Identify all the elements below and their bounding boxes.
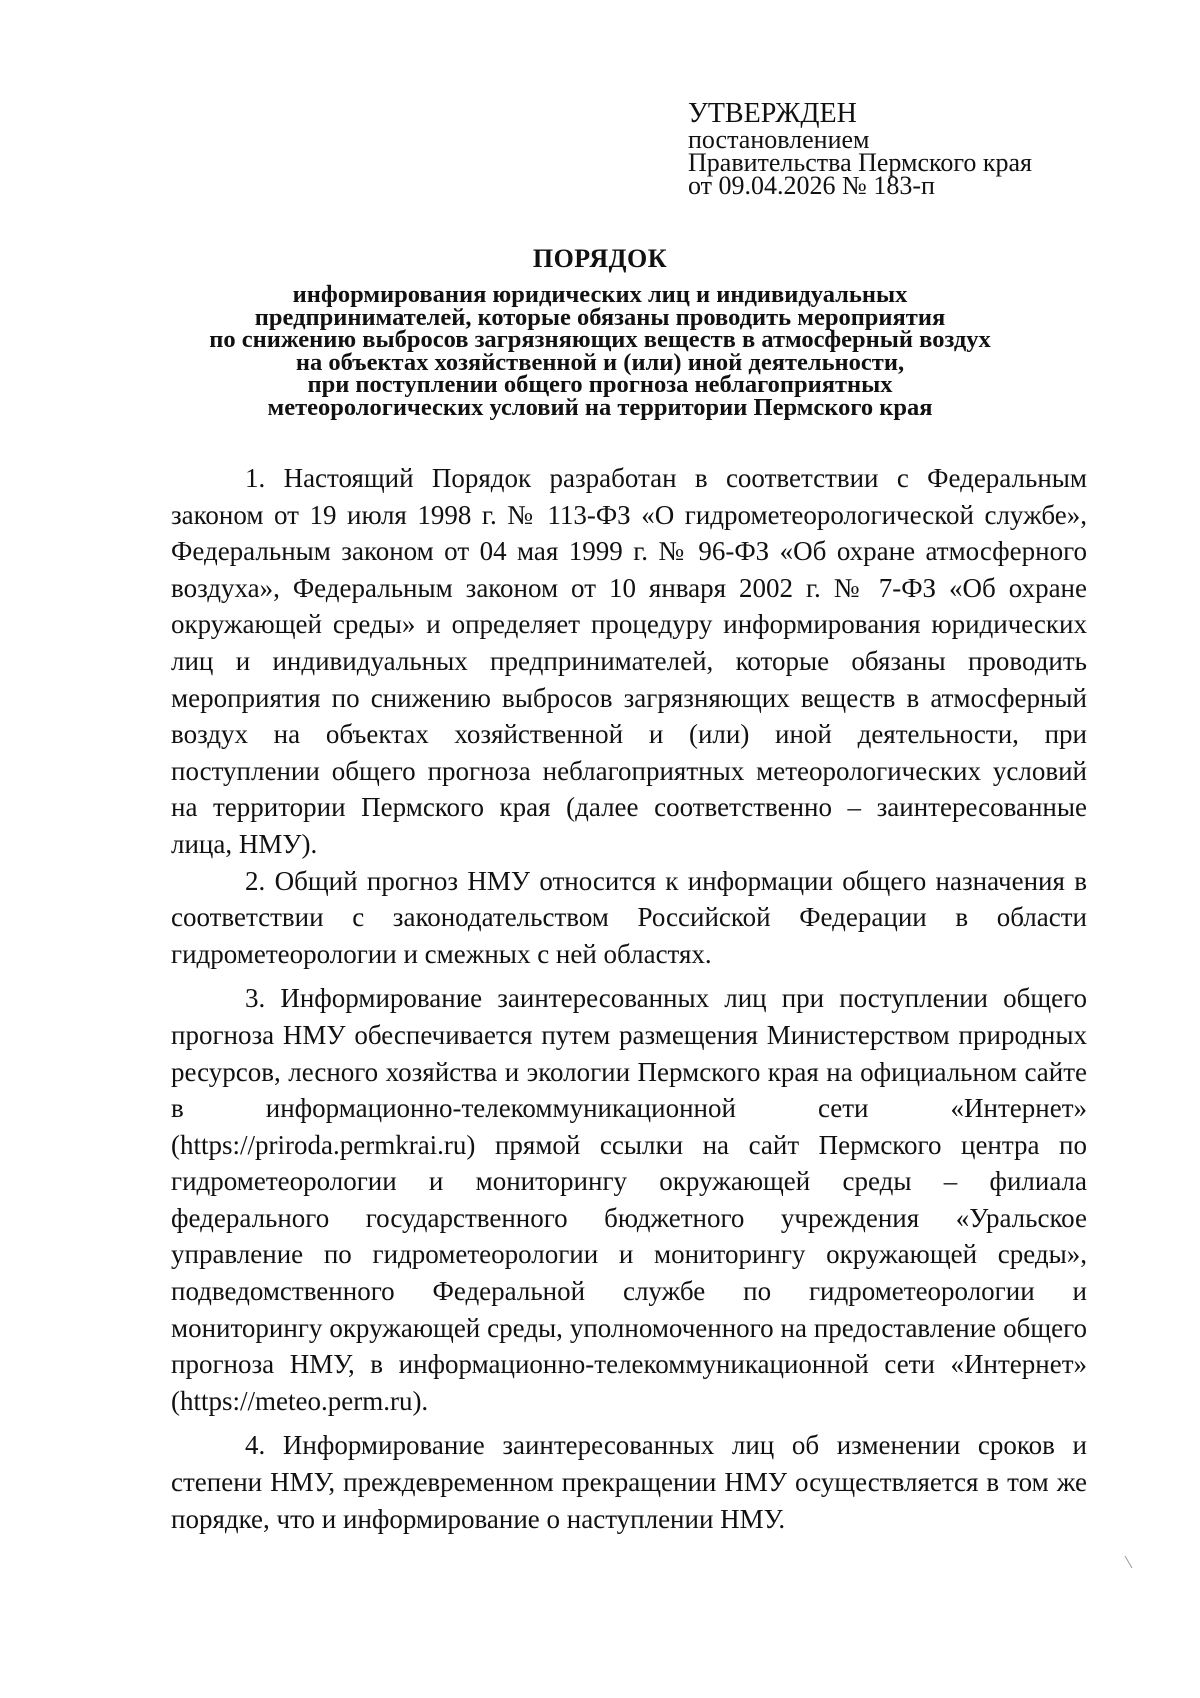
subtitle-line: по снижению выбросов загрязняющих веществ в атмосферный воздух xyxy=(209,326,991,353)
approval-date-number: от 09.04.2026 № 183-п xyxy=(688,171,935,200)
subtitle-line: информирования юридических лиц и индивидуальных xyxy=(292,281,908,308)
subtitle-line: на объектах хозяйственной и (или) иной деятельности, xyxy=(295,348,905,376)
scan-artifact xyxy=(1125,1556,1133,1569)
approval-approved: УТВЕРЖДЕН xyxy=(688,98,857,129)
document-title: ПОРЯДОК xyxy=(532,244,668,273)
approval-government: Правительства Пермского края xyxy=(688,148,1032,177)
paragraph-4: 4. Информирование заинтересованных лиц об изменении сроков и степени НМУ, преждевременном прекращении НМУ осуществляется в том же порядке, что и информирование о наступлении НМУ. xyxy=(171,1430,1087,1534)
subtitle-line: предпринимателей, которые обязаны проводить мероприятия xyxy=(254,303,946,331)
document-body xyxy=(171,460,1087,1537)
approval-stamp xyxy=(688,98,1108,200)
approval-by-resolution: постановлением xyxy=(688,125,870,154)
paragraph-1: 1. Настоящий Порядок разработан в соответствии с Федеральным законом от 19 июля 1998 г. № 113-ФЗ «О гидрометеорологической службе», Федеральным законом от 04 мая 1999 г. № 96-ФЗ «Об охране атмосферного воздуха», Федеральным законом от 10 января 2002 г. № 7-ФЗ «Об охране окружающей среды» и определяет процедуру информирования юридических лиц и индивидуальных предпринимателей, которые обязаны проводить мероприятия по снижению выбросов загрязняющих веществ в атмосферный воздух на объектах хозяйственной и (или) иной деятельности, при поступлении общего прогноза неблагоприятных метеорологических условий на территории Пермского края (далее соответственно – заинтересованные лица, НМУ). xyxy=(171,463,1087,859)
paragraph-3: 3. Информирование заинтересованных лиц при поступлении общего прогноза НМУ обеспечивается путем размещения Министерством природных ресурсов, лесного хозяйства и экологии Пермского края на официальном сайте в информационно-телекоммуникационной сети «Интернет» (https://priroda.permkrai.ru) прямой ссылки на сайт Пермского центра по гидрометеорологии и мониторингу окружающей среды – филиала федерального государственного бюджетного учреждения «Уральское управление по гидрометеорологии и мониторингу окружающей среды», подведомственного Федеральной службе по гидрометеорологии и мониторингу окружающей среды, уполномоченного на предоставление общего прогноза НМУ, в информационно-телекоммуникационной сети «Интернет» (https://meteo.perm.ru). xyxy=(171,983,1087,1416)
subtitle-line: метеорологических условий на территории Пермского края xyxy=(267,393,933,421)
paragraph-2: 2. Общий прогноз НМУ относится к информации общего назначения в соответствии с законодательством Российской Федерации в области гидрометеорологии и смежных с ней областях. xyxy=(171,865,1087,969)
subtitle-line: при поступлении общего прогноза неблагоприятных xyxy=(307,371,893,398)
document-subtitle xyxy=(100,281,1100,421)
